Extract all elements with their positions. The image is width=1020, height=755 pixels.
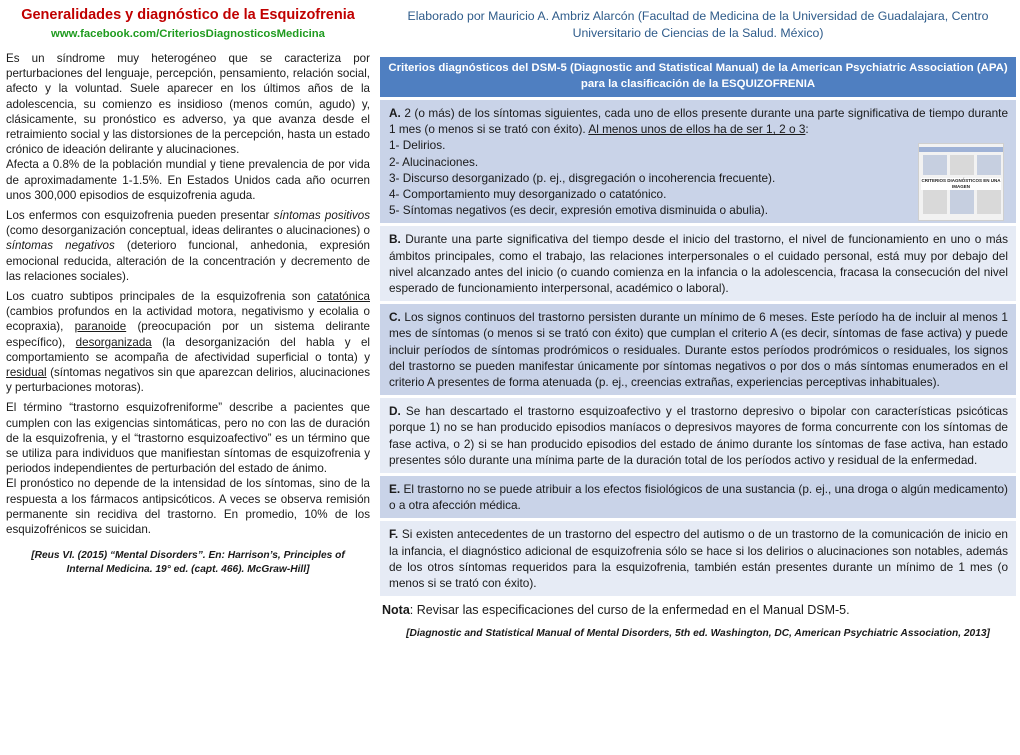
prevalence-paragraph: Afecta a 0.8% de la población mundial y tiene prevalencia de por vida de aproximadamente 1-1.5%. En Estados Unidos cada año ocurren unos 300,000 episodios de esquizofrenia aguda.: [6, 158, 370, 202]
criterion-text: Los signos continuos del trastorno persisten durante un mínimo de 6 meses. Este período ha de incluir al menos 1 mes de síntomas (o menos si se trató con éxito) que cumplan el criterio A (es decir, síntomas de fase activa) y puede incluir períodos de síntomas prodrómicos o residuales. Durante estos períodos prodrómicos o residuales, los signos del trastorno se pueden manifestar únicamente por síntomas negativos o por dos o más síntomas enumerados en el criterio A presentes de forma atenuada (p. ej., creencias extrañas, experiencias perceptivas inhabituales).: [389, 310, 1008, 390]
prognosis-paragraph: El pronóstico no depende de la intensidad de los síntomas, sino de la respuesta a los fármacos antipsicóticos. A veces se observa remisión permanente sin recidiva del trastorno. En promedio, 10% de los esquizofrénicos se suicidan.: [6, 477, 370, 537]
criterion-text: [389, 106, 1008, 136]
thumb-band: [919, 147, 1003, 152]
main-title: Generalidades y diagnóstico de la Esquizofrenia: [21, 7, 355, 23]
subtype-catatonic: catatónica: [317, 290, 370, 304]
symptoms-paragraph: [6, 208, 370, 284]
harrison-reference: [Reus VI. (2015) “Mental Disorders”. En: Harrison’s, Principles of Internal Medicina. 19° ed. (capt. 466). McGraw-Hill]: [31, 550, 345, 576]
symptom-item: 4- Comportamiento muy desorganizado o catatónico.: [389, 187, 667, 202]
criterion-text: Durante una parte significativa del tiempo desde el inicio del trastorno, el nivel de funcionamiento en uno o más ámbitos principales, como el trabajo, las relaciones interpersonales o el cuidado personal, está muy por debajo del nivel alcanzado antes del inicio (o cuando comienza en la infancia o la adolescencia, fracasa la consecución del nivel esperado de funcionamiento interpersonal, académico o laboral).: [389, 232, 1008, 296]
criterion-letter: A.: [389, 106, 401, 120]
facebook-link[interactable]: www.facebook.com/CriteriosDiagnosticosMedicina: [51, 28, 325, 40]
symptom-item: 3- Discurso desorganizado (p. ej., disgregación o incoherencia frecuente).: [389, 170, 776, 185]
thumb-cell: [923, 155, 947, 175]
criterion-text: Si existen antecedentes de un trastorno del espectro del autismo o de un trastorno de la comunicación de inicio en la infancia, el diagnóstico adicional de esquizofrenia sólo se hace si los delirios o alucinaciones son notables, además de los otros síntomas requeridos para la esquizofrenia, también están presentes durante un mínimo de 1 mes (o menos si se trató con éxito).: [389, 527, 1008, 591]
symptom-item: 5- Síntomas negativos (es decir, expresión emotiva disminuida o abulia).: [389, 203, 769, 218]
author-credit: Elaborado por Mauricio A. Ambriz Alarcón (Facultad de Medicina de la Universidad de Guadalajara, Centro Universitario de Ciencias de la Salud. México): [407, 9, 989, 40]
text-run: (la desorganización del habla y el comportamiento se acompaña de afectividad superficial o tonta) y: [6, 335, 370, 364]
note-text: : Revisar las especificaciones del curso de la enfermedad en el Manual DSM-5.: [409, 603, 850, 618]
criterion-letter: F.: [389, 527, 399, 542]
thumb-cell: [950, 190, 974, 214]
text-run: Los cuatro subtipos principales de la esquizofrenia son: [6, 290, 318, 304]
text-run: (preocupación por un sistema delirante específico),: [6, 320, 370, 349]
text-run: :: [805, 122, 809, 137]
dsm5-header: Criterios diagnósticos del DSM-5 (Diagnostic and Statistical Manual) de la American Psychiatric Association (APA) para la clasificación de la ESQUIZOFRENIA: [380, 57, 1016, 97]
symptom-item: 1- Delirios.: [389, 138, 446, 153]
criterion-letter: C.: [389, 310, 401, 325]
subtype-paranoid: paranoide: [74, 320, 127, 334]
thumb-cell: [950, 155, 974, 175]
positive-symptoms-term: síntomas positivos: [273, 209, 370, 223]
criterion-b: [380, 223, 1016, 301]
criterion-letter: E.: [389, 482, 401, 497]
dsm-reference: [Diagnostic and Statistical Manual of Mental Disorders, 5th ed. Washington, DC, American Psychiatric Association, 2013]: [406, 628, 990, 640]
note-label: Nota: [382, 603, 410, 618]
text-run: (deterioro funcional, anhedonia, expresión emocional reducida, alteración de la concentración y decremento de las relaciones sociales).: [6, 239, 370, 283]
criterion-d: [380, 395, 1016, 473]
right-column: [380, 6, 1016, 751]
left-body: [6, 51, 370, 537]
thumbnail-caption: CRITERIOS DIAGNÓSTICOS EN UNA IMAGEN: [921, 178, 1001, 189]
note: [380, 602, 1016, 619]
thumb-cell: [923, 190, 947, 214]
thumb-cell: [977, 190, 1001, 214]
symptom-item: 2- Alucinaciones.: [389, 154, 479, 169]
thumb-cell: [977, 155, 1001, 175]
left-column: [6, 6, 370, 751]
subtypes-paragraph: [6, 289, 370, 395]
thumbnail-image[interactable]: [918, 143, 1004, 221]
intro-paragraph: Es un síndrome muy heterogéneo que se caracteriza por perturbaciones del lenguaje, percepción, pensamiento, relación social, afecto y la voluntad. Suele aparecer en los últimos años de la adolescencia, su comienzo es insidioso (menos común, agudo) y, clásicamente, su pronóstico es adverso, ya que avanza desde el retraimiento social y las distorsiones de la percepción, hasta un estado crónico de ideación delirante y alucinaciones.: [6, 52, 370, 157]
criterion-e: [380, 473, 1016, 518]
subtype-residual: residual: [6, 366, 47, 380]
schizophreniform-paragraph: El término “trastorno esquizofreniforme” describe a pacientes que cumplen con las exigencias sintomáticas, pero no con las de duración de la esquizofrenia, y el “trastorno esquizoafectivo” es un término que se utiliza para individuos que manifiestan síntomas de esquizofrenia y periodos independientes de perturbación del estado de ánimo.: [6, 401, 370, 476]
text-run: (como desorganización conceptual, ideas delirantes o alucinaciones) o: [6, 224, 370, 238]
criterion-f: [380, 518, 1016, 596]
criterion-c: [380, 301, 1016, 395]
negative-symptoms-term: síntomas negativos: [6, 239, 115, 253]
criterion-letter: D.: [389, 404, 401, 419]
text-run: (síntomas negativos sin que aparezcan delirios, alucinaciones y perturbaciones motoras).: [6, 366, 370, 395]
criterion-text: Se han descartado el trastorno esquizoafectivo y el trastorno depresivo o bipolar con características psicóticas porque 1) no se han producido episodios maníacos o depresivos mayores de forma concurrente con los síntomas de fase activa, o 2) si se han producido episodios del estado de ánimo durante los síntomas de fase activa, han estado presentes sólo durante una mínima parte de la duración total de los períodos activo y residual de la enfermedad.: [389, 404, 1008, 467]
criterion-letter: B.: [389, 232, 401, 247]
criterion-emphasis: Al menos unos de ellos ha de ser 1, 2 o 3: [588, 122, 806, 137]
subtype-disorganized: desorganizada: [75, 335, 152, 349]
text-run: Los enfermos con esquizofrenia pueden presentar: [6, 209, 274, 223]
criterion-a: [380, 97, 1016, 223]
text-run: (cambios profundos en la actividad motora, negativismo y ecolalia o ecopraxia),: [6, 305, 370, 334]
criterion-text: El trastorno no se puede atribuir a los efectos fisiológicos de una sustancia (p. ej., una droga o algún medicamento) o a otra afección médica.: [389, 482, 1008, 513]
text-run: 2 (o más) de los síntomas siguientes, cada uno de ellos presente durante una parte significativa de tiempo durante 1 mes (o menos si se trató con éxito).: [389, 106, 1008, 137]
